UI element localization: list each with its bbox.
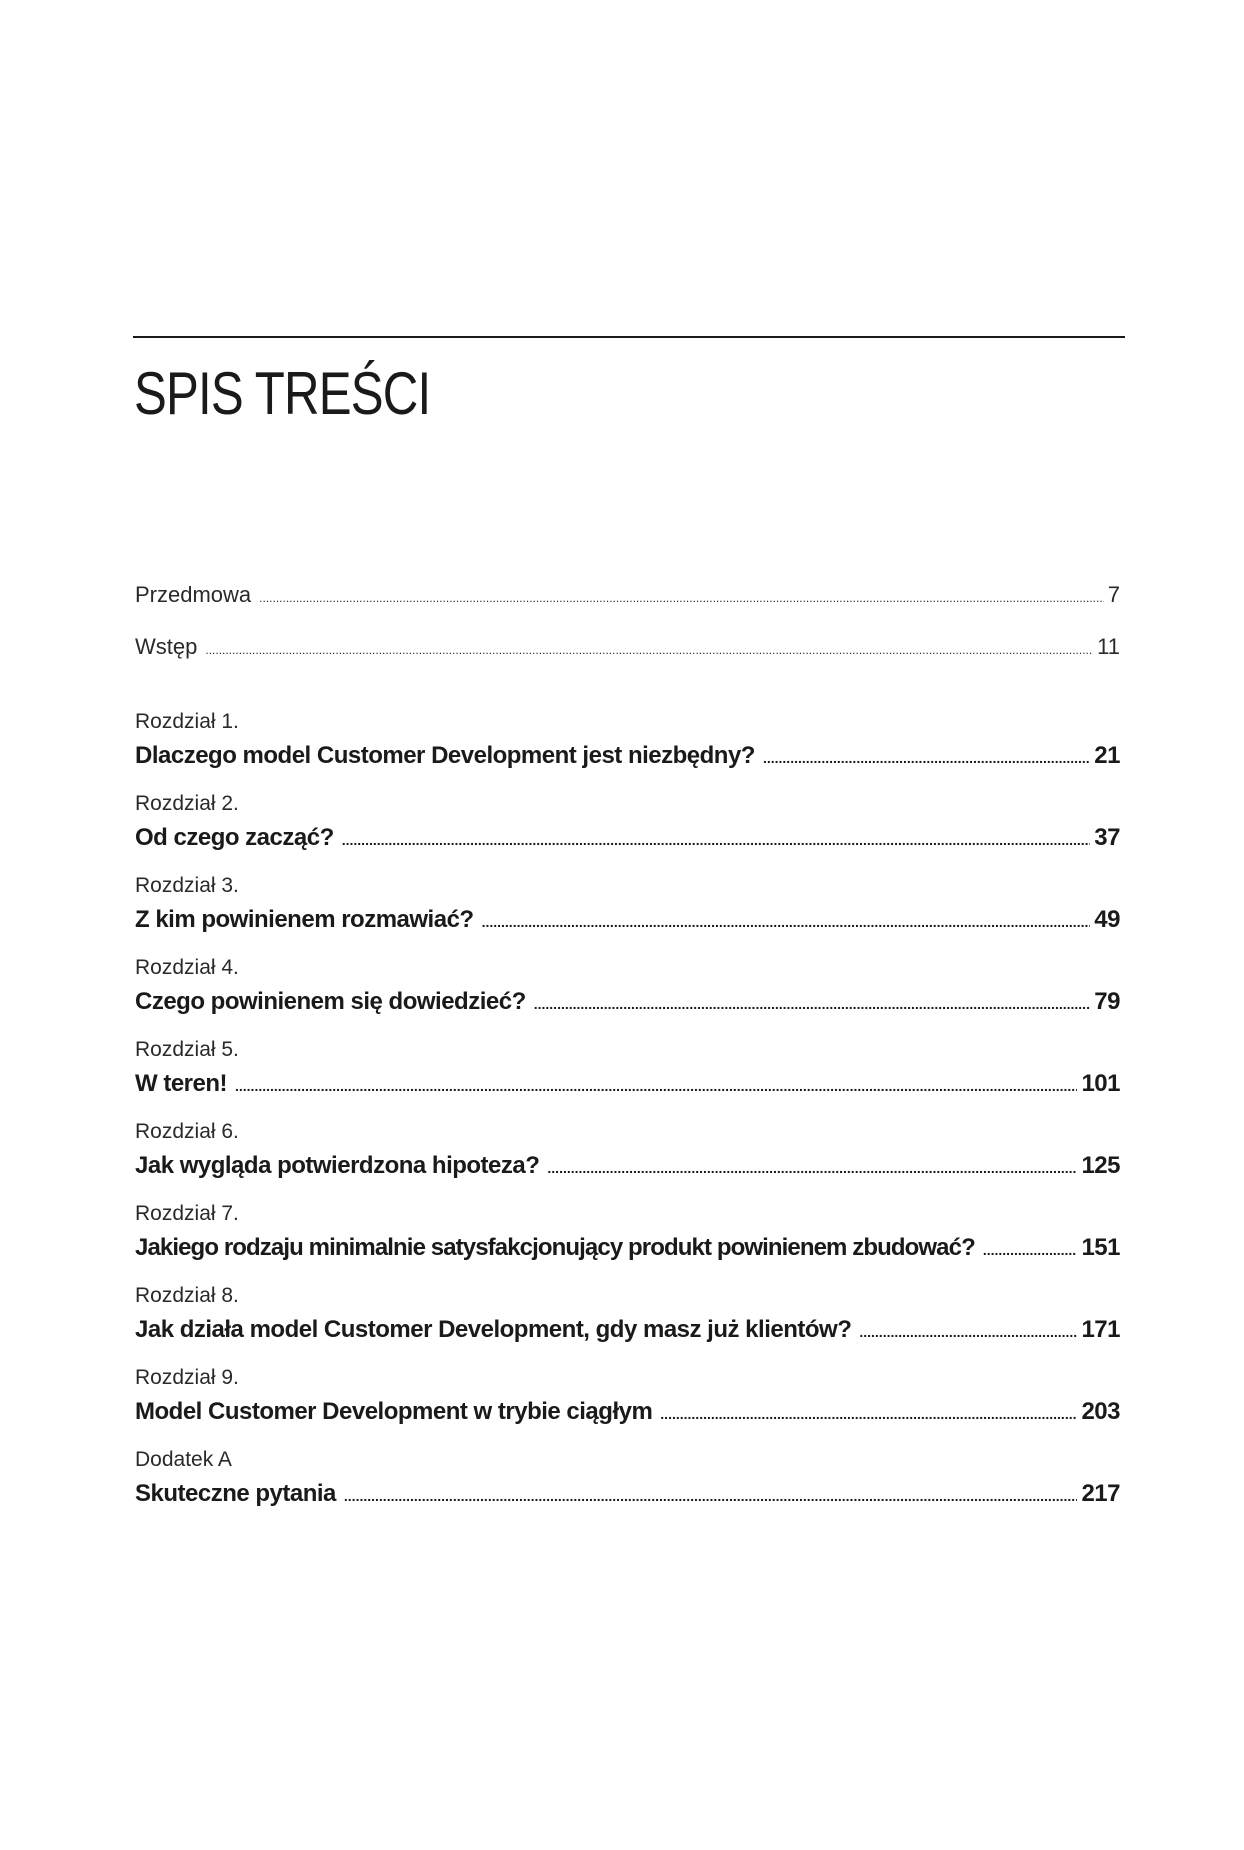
toc-line	[135, 1315, 1120, 1347]
toc-appendix-a[interactable]	[135, 1447, 1120, 1511]
dot-leader	[547, 1153, 1077, 1183]
chapter-label: Rozdział 7.	[135, 1202, 239, 1225]
chapter-page: 49	[1094, 906, 1120, 933]
chapter-title: W teren!	[135, 1070, 227, 1097]
chapter-page: 151	[1081, 1234, 1120, 1261]
chapter-title: Od czego zacząć?	[135, 824, 334, 851]
chapter-page: 37	[1094, 824, 1120, 851]
chapter-page: 21	[1094, 742, 1120, 769]
toc-line	[135, 823, 1120, 855]
chapter-label: Rozdział 4.	[135, 956, 239, 979]
dot-leader	[660, 1399, 1077, 1429]
toc-line	[135, 1397, 1120, 1429]
chapter-title: Dlaczego model Customer Development jest niezbędny?	[135, 742, 755, 769]
dot-leader	[859, 1317, 1077, 1347]
chapter-page: 101	[1081, 1070, 1120, 1097]
dot-leader	[342, 825, 1091, 855]
dot-leader	[534, 989, 1091, 1019]
chapter-page: 203	[1081, 1398, 1120, 1425]
toc-line	[135, 580, 1120, 613]
toc-entry-title: Przedmowa	[135, 582, 252, 607]
chapter-title: Jak działa model Customer Development, gdy masz już klientów?	[135, 1316, 852, 1343]
dot-leader	[344, 1481, 1078, 1511]
chapter-label: Rozdział 9.	[135, 1366, 239, 1389]
toc-chapter-9[interactable]	[135, 1365, 1120, 1429]
toc-line	[135, 632, 1120, 665]
toc-line	[135, 741, 1120, 773]
dot-leader	[983, 1235, 1078, 1265]
dot-leader	[235, 1071, 1077, 1101]
chapter-page: 171	[1081, 1316, 1120, 1343]
chapter-title: Skuteczne pytania	[135, 1480, 336, 1507]
chapter-label: Dodatek A	[135, 1448, 232, 1471]
chapter-title: Jak wygląda potwierdzona hipoteza?	[135, 1152, 540, 1179]
toc-chapter-3[interactable]	[135, 873, 1120, 937]
toc-chapter-2[interactable]	[135, 791, 1120, 855]
toc-chapter-8[interactable]	[135, 1283, 1120, 1347]
toc-chapter-1[interactable]	[135, 709, 1120, 773]
toc-line	[135, 905, 1120, 937]
dot-leader	[205, 635, 1093, 665]
chapter-title: Z kim powinienem rozmawiać?	[135, 906, 474, 933]
toc-entry-page: 7	[1107, 582, 1120, 607]
dot-leader	[482, 907, 1091, 937]
page-title: SPIS TREŚCI	[134, 360, 431, 427]
toc-entry-preface[interactable]	[135, 580, 1120, 613]
chapter-title: Czego powinienem się dowiedzieć?	[135, 988, 526, 1015]
toc-entry-page: 11	[1097, 634, 1120, 659]
chapter-title: Model Customer Development w trybie ciągłym	[135, 1398, 653, 1425]
chapter-label: Rozdział 8.	[135, 1284, 239, 1307]
dot-leader	[259, 583, 1104, 613]
toc-line	[135, 1151, 1120, 1183]
toc-line	[135, 1479, 1120, 1511]
toc-entry-introduction[interactable]	[135, 632, 1120, 665]
chapter-page: 79	[1094, 988, 1120, 1015]
chapter-title: Jakiego rodzaju minimalnie satysfakcjonujący produkt powinienem zbudować?	[135, 1234, 975, 1261]
chapter-label: Rozdział 3.	[135, 874, 239, 897]
toc-line	[135, 987, 1120, 1019]
toc-chapter-5[interactable]	[135, 1037, 1120, 1101]
chapter-page: 217	[1081, 1480, 1120, 1507]
toc-chapter-6[interactable]	[135, 1119, 1120, 1183]
toc-entry-title: Wstęp	[135, 634, 198, 659]
toc-chapter-4[interactable]	[135, 955, 1120, 1019]
toc-line	[135, 1233, 1120, 1265]
chapter-label: Rozdział 6.	[135, 1120, 239, 1143]
top-rule	[133, 336, 1125, 338]
chapter-label: Rozdział 5.	[135, 1038, 239, 1061]
toc-line	[135, 1069, 1120, 1101]
toc-chapter-7[interactable]	[135, 1201, 1120, 1265]
dot-leader	[763, 743, 1090, 773]
chapter-label: Rozdział 2.	[135, 792, 239, 815]
table-of-contents	[135, 580, 1120, 1529]
chapter-page: 125	[1081, 1152, 1120, 1179]
chapter-label: Rozdział 1.	[135, 710, 239, 733]
